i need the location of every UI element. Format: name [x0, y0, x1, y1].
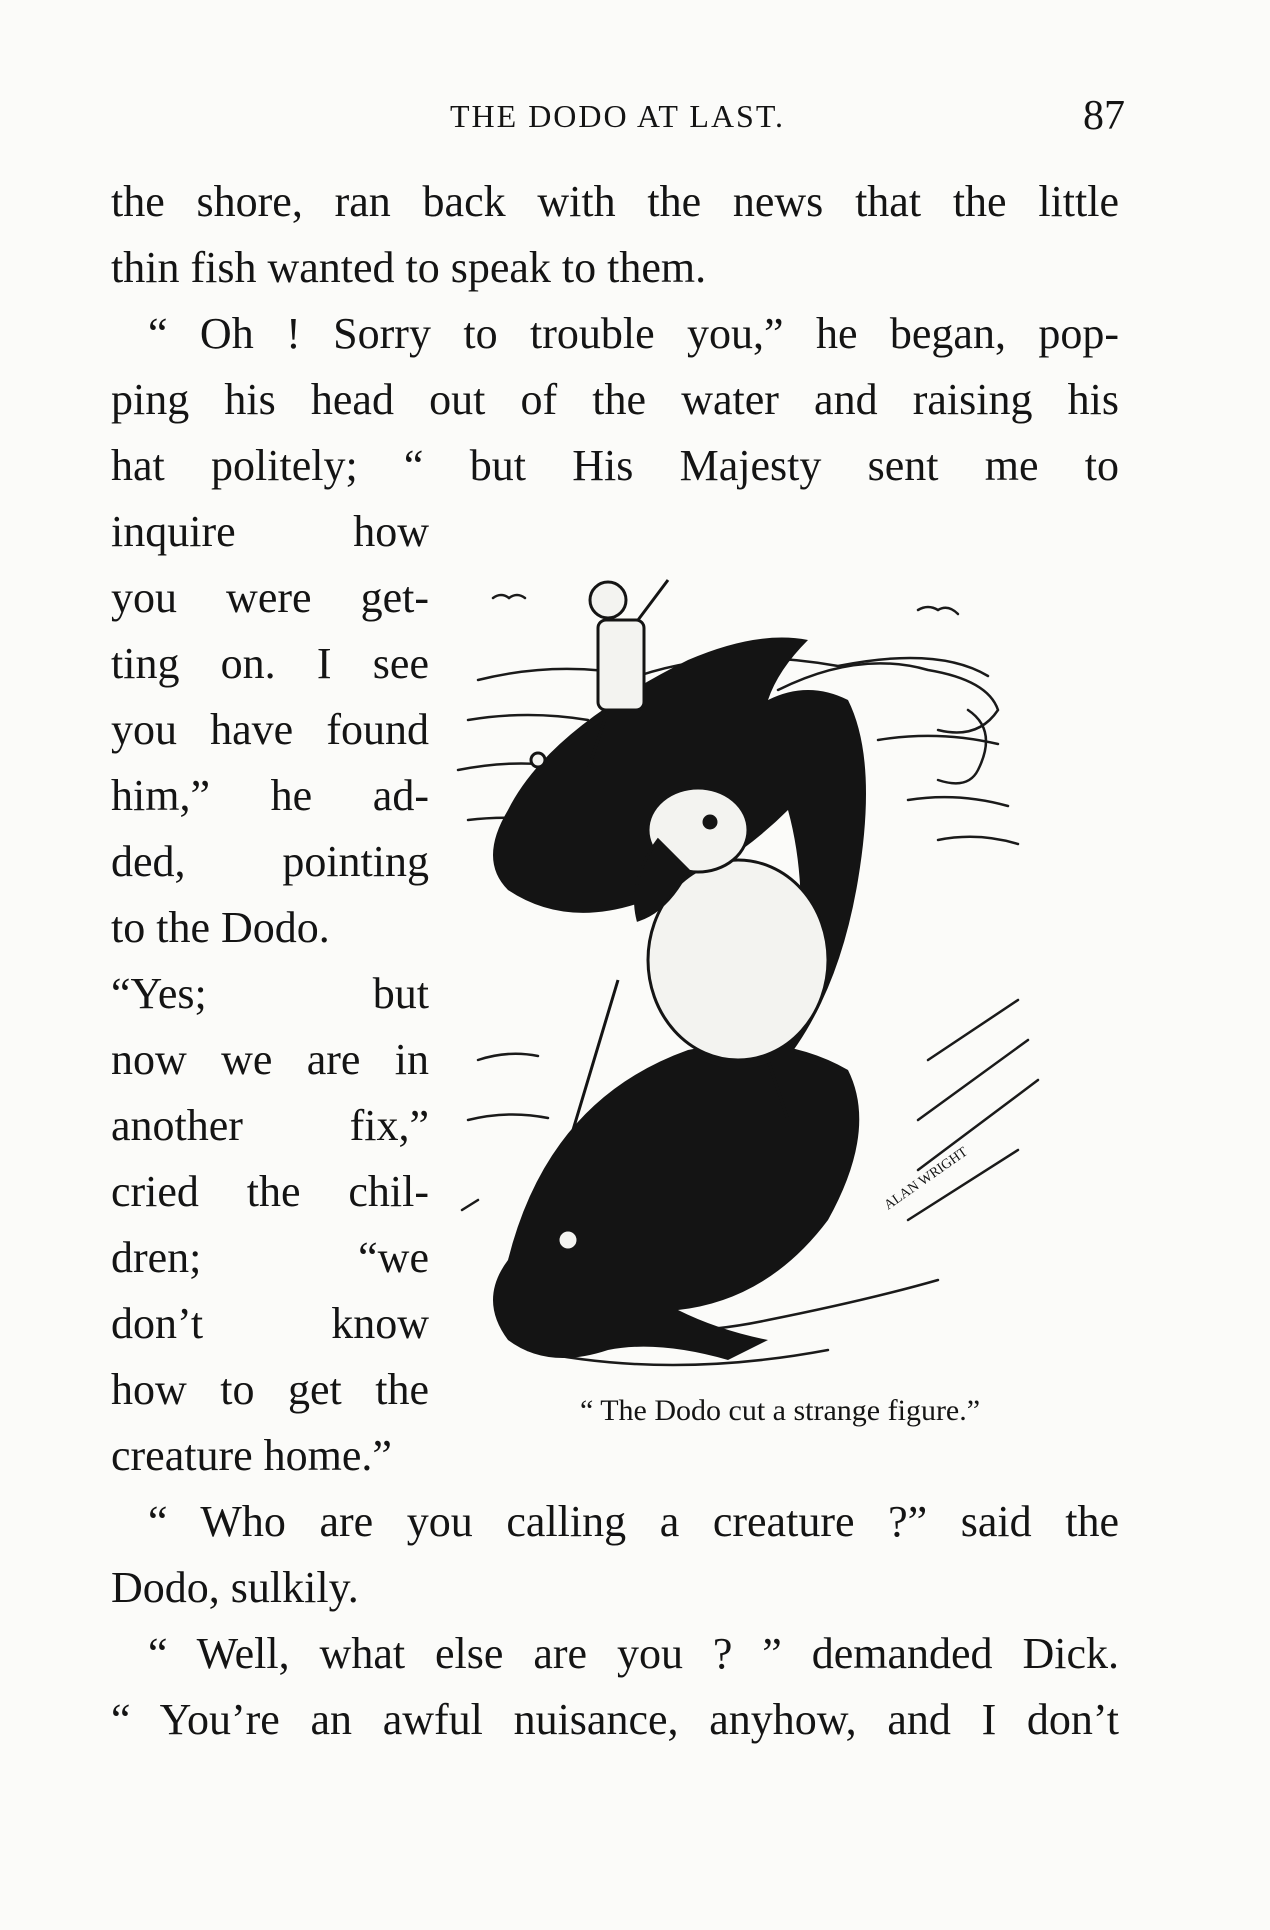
narrow-text-line: “Yes; but — [111, 969, 429, 1018]
dodo-dolphin-illustration — [448, 560, 1088, 1390]
text-line: Dodo, sulkily. — [111, 1563, 359, 1612]
narrow-text-line: ting on. I see — [111, 639, 429, 688]
text-line: “ Oh ! Sorry to trouble you,” he began, pop- — [148, 309, 1119, 358]
boy-figure — [598, 620, 644, 710]
bird-icon — [493, 595, 525, 598]
artist-signature: ALAN WRIGHT — [881, 1144, 971, 1214]
running-head: THE DODO AT LAST. — [449, 98, 786, 134]
text-line: thin fish wanted to speak to them. — [111, 243, 707, 292]
narrow-text-line: inquire how — [111, 507, 429, 556]
narrow-text-line: him,” he ad- — [111, 771, 429, 820]
narrow-text-line: how to get the — [111, 1365, 429, 1414]
narrow-text-line: dren; “we — [111, 1233, 429, 1282]
page-number: 87 — [1083, 93, 1125, 139]
narrow-text-line: cried the chil- — [111, 1167, 429, 1216]
narrow-text-line: creature home.” — [111, 1431, 392, 1480]
boy-head — [590, 582, 626, 618]
illustration — [448, 560, 1088, 1390]
text-line: the shore, ran back with the news that the little — [111, 177, 1119, 226]
text-line: hat politely; “ but His Majesty sent me to — [111, 441, 1119, 490]
narrow-text-line: ded, pointing — [111, 837, 429, 886]
bird-icon — [918, 607, 958, 614]
text-line: “ You’re an awful nuisance, anyhow, and I don’t — [111, 1695, 1119, 1744]
narrow-text-line: you were get- — [111, 573, 429, 622]
narrow-text-line: another fix,” — [111, 1101, 429, 1150]
text-line: “ Well, what else are you ? ” demanded Dick. — [148, 1629, 1119, 1678]
text-line: ping his head out of the water and raising his — [111, 375, 1119, 424]
text-line: “ Who are you calling a creature ?” said the — [148, 1497, 1119, 1546]
narrow-text-line: don’t know — [111, 1299, 429, 1348]
page-header — [110, 92, 1125, 142]
figure-caption: “ The Dodo cut a strange figure.” — [579, 1394, 981, 1427]
narrow-text-line: you have found — [111, 705, 429, 754]
narrow-text-line: to the Dodo. — [111, 903, 330, 952]
narrow-text-line: now we are in — [111, 1035, 429, 1084]
